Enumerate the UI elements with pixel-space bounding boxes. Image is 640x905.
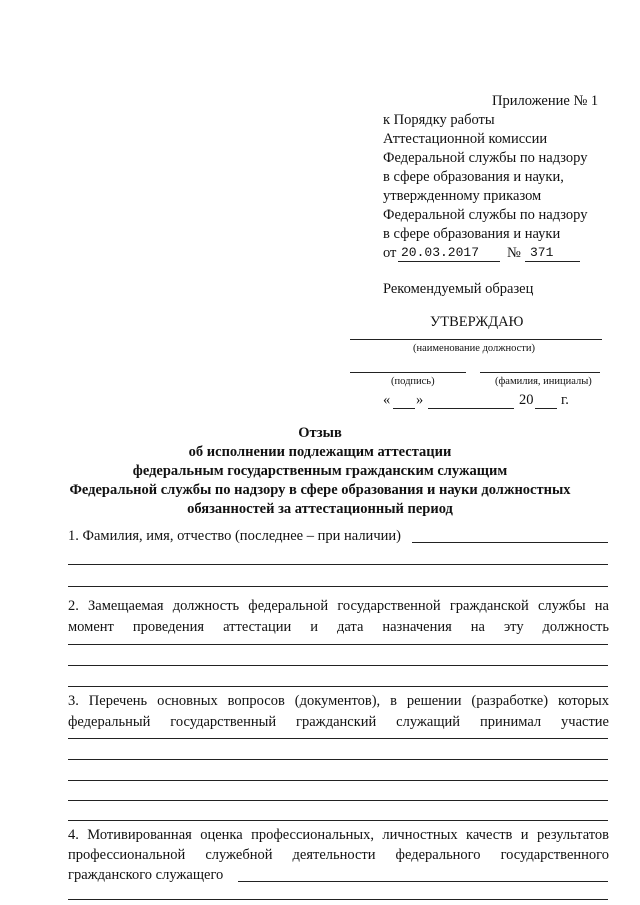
fill-line[interactable] xyxy=(68,820,608,821)
date-day-line xyxy=(393,408,415,409)
fill-line[interactable] xyxy=(68,759,608,760)
fill-line[interactable] xyxy=(68,738,608,739)
fill-line[interactable] xyxy=(68,780,608,781)
year-prefix: 20 xyxy=(519,392,534,408)
section-1-label: 1. Фамилия, имя, отчество (последнее – при наличии) xyxy=(68,528,401,544)
document-title-line: Федеральной службы по надзору в сфере образования и науки должностных xyxy=(69,482,571,498)
date-month-line xyxy=(428,408,514,409)
date-open-quote: « xyxy=(383,392,391,408)
fill-line[interactable] xyxy=(68,899,608,900)
appendix-line: Федеральной службы по надзору xyxy=(383,207,588,223)
section-4-line: 4. Мотивированная оценка профессиональных, личностных качеств и результатов xyxy=(68,827,609,843)
section-3-line: 3. Перечень основных вопросов (документов), в решении (разработке) которых xyxy=(68,693,609,709)
section-2-line: 2. Замещаемая должность федеральной государственной гражданской службы на xyxy=(68,598,609,614)
recommended-sample: Рекомендуемый образец xyxy=(383,281,534,297)
section-4-line: гражданского служащего xyxy=(68,867,224,883)
order-number: 371 xyxy=(530,245,554,260)
order-date-underline xyxy=(398,261,500,262)
order-number-sign: № xyxy=(507,245,521,261)
appendix-line: Аттестационной комиссии xyxy=(383,131,548,147)
appendix-line: в сфере образования и науки xyxy=(383,226,561,242)
year-suffix: г. xyxy=(561,392,569,408)
order-prefix: от xyxy=(383,245,397,261)
section-4-line: профессиональной служебной деятельности федерального государственного xyxy=(68,847,609,863)
document-title-line: об исполнении подлежащим аттестации xyxy=(188,444,452,460)
signature-caption: (подпись) xyxy=(391,376,435,387)
appendix-line: в сфере образования и науки, xyxy=(383,169,564,185)
appendix-label: Приложение № 1 xyxy=(492,93,599,109)
approval-title: УТВЕРЖДАЮ xyxy=(430,314,524,330)
fill-line[interactable] xyxy=(238,881,608,882)
fill-line[interactable] xyxy=(68,564,608,565)
date-close-quote: » xyxy=(416,392,424,408)
fill-line[interactable] xyxy=(68,665,608,666)
fill-line[interactable] xyxy=(412,542,608,543)
document-title-line: федеральным государственным гражданским служащим xyxy=(132,463,508,479)
signature-line xyxy=(350,372,466,373)
fill-line[interactable] xyxy=(68,586,608,587)
section-3-line: федеральный государственный гражданский служащий принимал участие xyxy=(68,714,609,730)
appendix-line: к Порядку работы xyxy=(383,112,495,128)
position-caption: (наименование должности) xyxy=(413,343,536,354)
appendix-line: Федеральной службы по надзору xyxy=(383,150,588,166)
order-number-underline xyxy=(525,261,580,262)
appendix-line: утвержденному приказом xyxy=(383,188,542,204)
section-2-line: момент проведения аттестации и дата назначения на эту должность xyxy=(68,619,609,635)
name-line xyxy=(480,372,600,373)
fill-line[interactable] xyxy=(68,644,608,645)
order-date: 20.03.2017 xyxy=(401,245,480,260)
name-caption: (фамилия, инициалы) xyxy=(495,376,592,387)
position-line xyxy=(350,339,602,340)
fill-line[interactable] xyxy=(68,800,608,801)
document-title-line: Отзыв xyxy=(298,425,342,441)
fill-line[interactable] xyxy=(68,686,608,687)
date-year-line xyxy=(535,408,557,409)
document-title-line: обязанностей за аттестационный период xyxy=(187,501,453,517)
